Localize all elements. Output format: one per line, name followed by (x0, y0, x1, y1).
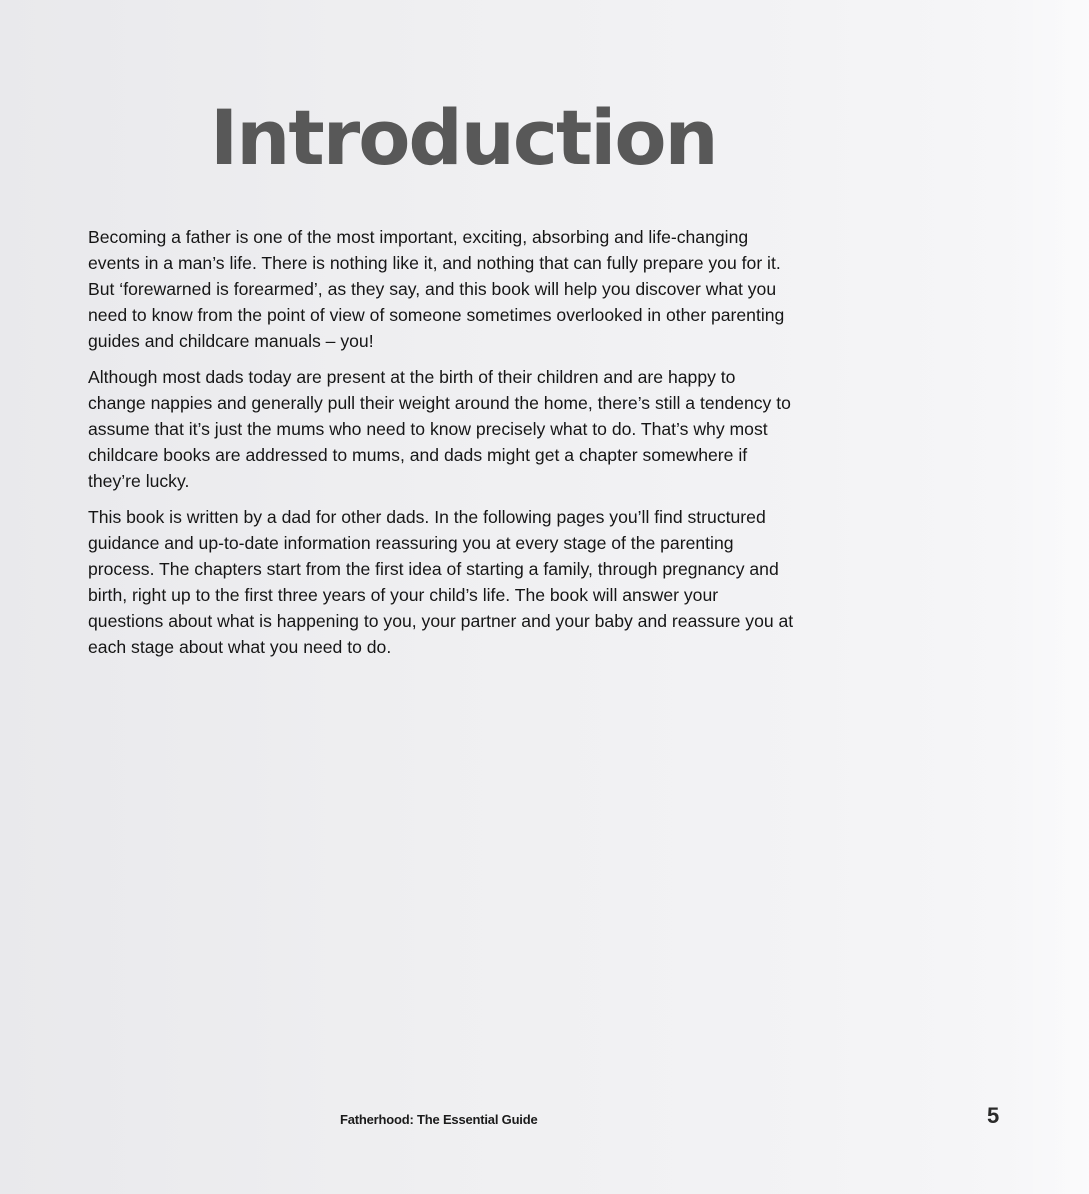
paragraph-3: This book is written by a dad for other dads. In the following pages you’ll find structured guidance and up-to-date information reassuring you at every stage of the parenting process. The chapters start from the first idea of starting a family, through pregnancy and birth, right up to the first three years of your child’s life. The book will answer your questions about what is happening to you, your partner and your baby and reassure you at each stage about what you need to do. (88, 507, 794, 657)
running-footer-title: Fatherhood: The Essential Guide (340, 1112, 538, 1127)
paragraph-1: Becoming a father is one of the most important, exciting, absorbing and life-changing events in a man’s life. There is nothing like it, and nothing that can fully prepare you for it. But ‘forewarned is forearmed’, as they say, and this book will help you discover what you need to know from the point of view of someone sometimes overlooked in other parenting guides and childcare manuals – you! (88, 227, 785, 351)
body-text (88, 224, 798, 670)
paragraph-2: Although most dads today are present at the birth of their children and are happy to change nappies and generally pull their weight around the home, there’s still a tendency to assume that it’s just the mums who need to know precisely what to do. That’s why most childcare books are addressed to mums, and dads might get a chapter somewhere if they’re lucky. (88, 367, 791, 491)
page-title: Introduction (210, 93, 717, 182)
page-number: 5 (987, 1103, 1000, 1128)
page-edge-shading (999, 0, 1089, 1194)
